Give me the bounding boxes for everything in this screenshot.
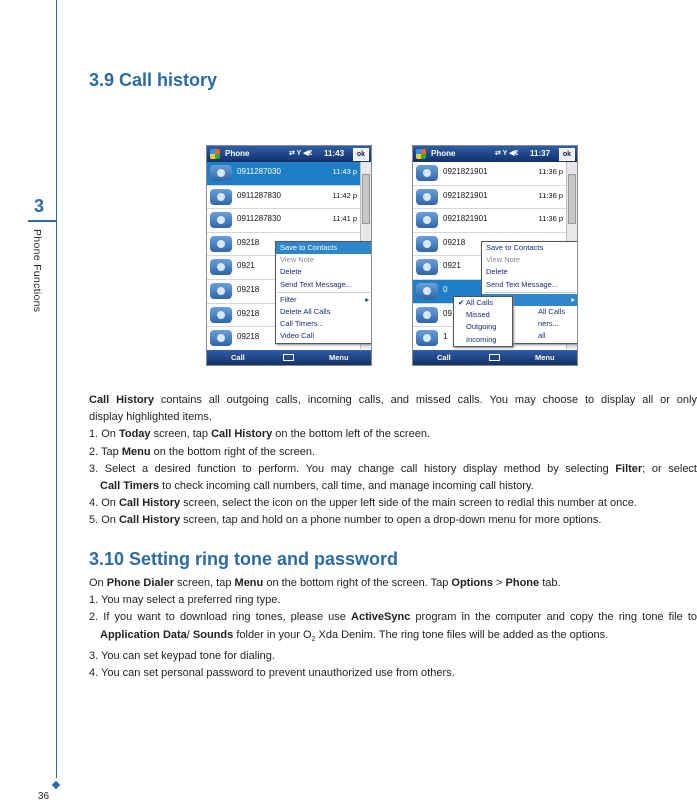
text: on the bottom left of the screen. — [272, 428, 430, 441]
text: screen, tap and hold on a phone number to open a drop-down menu for more options. — [180, 514, 602, 527]
menu-item[interactable] — [454, 321, 512, 333]
section2-body — [89, 575, 697, 682]
softkey-bar — [207, 350, 371, 365]
subscript: 2 — [311, 635, 316, 643]
clock: 11:43 — [324, 149, 345, 158]
text: 3. Select a desired function to perform. You may change call history display method by selecting — [89, 462, 616, 475]
ok-button[interactable]: ok — [559, 148, 575, 161]
call-row[interactable] — [207, 186, 371, 210]
menu-item[interactable] — [482, 279, 578, 291]
menu-item[interactable] — [276, 294, 372, 306]
call-number: 0921821901 — [443, 214, 488, 224]
step-2 — [89, 609, 697, 626]
text: program in the computer and copy the ring tone file to — [410, 611, 697, 624]
titlebar — [413, 146, 577, 162]
windows-start-icon[interactable] — [416, 149, 426, 159]
ok-button[interactable]: ok — [353, 148, 369, 161]
menu-separator — [278, 292, 370, 293]
term: ActiveSync — [351, 611, 411, 624]
section1-body — [89, 392, 697, 530]
chapter-title: Phone Functions — [31, 229, 43, 313]
menu-item-label: Delete All Calls — [280, 306, 331, 316]
term: Application Data — [100, 628, 187, 641]
step-4 — [89, 495, 697, 512]
menu-item-label: Delete — [280, 267, 302, 277]
text: screen, tap — [150, 428, 212, 441]
call-number: 0921821901 — [443, 190, 488, 200]
app-title: Phone — [431, 149, 456, 158]
menu-item-label: View Note — [280, 255, 315, 265]
text: 2. If you want to download ring tones, please use — [89, 611, 352, 624]
screenshot-call-history-filter — [412, 145, 578, 366]
text: on the bottom right of the screen. Tap — [263, 577, 452, 589]
keyboard-icon[interactable] — [283, 354, 294, 361]
text: screen, select the icon on the upper left side of the main screen to redial this number at once. — [180, 497, 637, 510]
menu-item-label: all — [538, 331, 546, 341]
call-type-icon[interactable] — [416, 189, 438, 205]
menu-item-label: Outgoing — [466, 322, 497, 332]
menu-item-label: All Calls — [465, 298, 494, 307]
text: 5. On — [89, 514, 119, 527]
check-icon: ✔ — [458, 298, 466, 307]
status-icons: ⇄ Y ◀€ — [495, 150, 519, 157]
call-number: 09218 — [237, 332, 260, 342]
step-1 — [89, 426, 697, 443]
call-number: 09218 — [237, 237, 260, 247]
intro-line-2: display highlighted items. — [89, 411, 212, 424]
text: 4. On — [89, 497, 119, 510]
call-type-icon[interactable] — [416, 165, 438, 181]
call-time: 11:42 p — [332, 190, 357, 200]
step-3-cont — [89, 478, 697, 495]
call-row[interactable] — [207, 162, 371, 186]
call-softkey[interactable]: Call — [437, 353, 451, 362]
term-call-history: Call History — [89, 394, 154, 406]
menu-item-label: Video Call — [280, 331, 315, 341]
term: Call History — [118, 497, 181, 510]
call-number: 09218 — [443, 237, 466, 247]
call-type-icon[interactable] — [210, 212, 232, 228]
term: Filter — [615, 462, 643, 475]
intro-line — [89, 392, 697, 409]
menu-item[interactable] — [454, 297, 512, 309]
menu-item-label: Send Text Message... — [280, 279, 352, 289]
call-number: 0911287030 — [237, 167, 281, 176]
menu-item-label: Save to Contacts — [486, 243, 544, 252]
call-softkey[interactable]: Call — [231, 353, 245, 362]
call-time: 11:41 p — [332, 214, 357, 224]
text: folder in your O — [233, 628, 312, 641]
step-5 — [89, 512, 697, 529]
menu-item[interactable] — [276, 306, 372, 318]
chapter-number: 3 — [34, 196, 45, 216]
step-1: 1. You may select a preferred ring type. — [89, 594, 281, 607]
text: on the bottom right of the screen. — [150, 445, 316, 458]
term: Phone Dialer — [106, 577, 174, 589]
call-type-icon[interactable] — [210, 165, 232, 181]
call-number: 0921 — [443, 261, 461, 271]
text: 1. On — [89, 428, 119, 441]
call-number: 0911287830 — [237, 214, 281, 224]
text: contains all outgoing calls, incoming calls, and missed calls. You may choose to display all or only — [153, 394, 697, 406]
text: 2. Tap — [89, 445, 122, 458]
sidebar-rule — [56, 0, 57, 778]
menu-item[interactable] — [276, 254, 372, 266]
call-type-icon[interactable] — [416, 259, 438, 275]
menu-item-label: Filter — [280, 294, 297, 304]
call-number: 0 — [443, 284, 448, 294]
call-type-icon[interactable] — [210, 307, 232, 323]
text: to check incoming call numbers, call time, and manage incoming call history. — [159, 480, 534, 493]
term: Call History — [211, 428, 273, 441]
text: > — [492, 577, 506, 589]
call-time: 11:36 p — [538, 190, 563, 200]
page-marker-icon — [52, 781, 60, 789]
text: On — [89, 577, 107, 589]
call-number: 0921821901 — [443, 167, 488, 176]
menu-item[interactable] — [276, 279, 372, 291]
call-number: 09 — [443, 308, 452, 318]
text: tab. — [539, 577, 561, 589]
call-number: 09218 — [237, 284, 260, 294]
step-3 — [89, 461, 697, 478]
call-row[interactable] — [207, 209, 371, 233]
menu-item-label: Missed — [466, 310, 490, 320]
submenu-arrow-icon: ▸ — [571, 294, 575, 304]
menu-item[interactable] — [482, 254, 578, 266]
call-type-icon[interactable] — [416, 212, 438, 228]
term: Menu — [234, 577, 264, 589]
clock: 11:37 — [530, 149, 551, 158]
menu-item[interactable] — [276, 242, 372, 254]
page-number: 36 — [38, 791, 50, 802]
text: / — [186, 628, 193, 641]
call-type-icon[interactable] — [416, 236, 438, 252]
text: ; or select — [642, 462, 697, 475]
status-icons: ⇄ Y ◀€ — [289, 150, 313, 157]
call-time: 11:43 p — [332, 167, 357, 176]
step-3: 3. You can set keypad tone for dialing. — [89, 650, 275, 662]
call-number: 09218 — [237, 308, 260, 318]
menu-item-label: Delete — [486, 267, 508, 277]
menu-item[interactable] — [454, 309, 512, 321]
menu-item-label: All Calls — [538, 306, 566, 316]
scroll-thumb[interactable] — [362, 174, 370, 224]
menu-item[interactable] — [276, 330, 372, 342]
menu-item-label: Incoming — [466, 334, 497, 344]
text: Xda Denim. The ring tone files will be added as the options. — [315, 628, 609, 641]
call-type-icon[interactable] — [210, 189, 232, 205]
softkey-bar — [413, 350, 577, 365]
menu-item[interactable] — [276, 318, 372, 330]
term: Today — [118, 428, 151, 441]
step-2 — [89, 444, 697, 461]
context-menu — [275, 241, 372, 344]
menu-softkey[interactable]: Menu — [535, 353, 555, 362]
term: Call Timers — [100, 480, 160, 493]
keyboard-icon[interactable] — [489, 354, 500, 361]
call-number: 1 — [443, 332, 448, 342]
text: screen, tap — [173, 577, 235, 589]
call-time: 11:36 p — [538, 167, 563, 176]
menu-item-label: View Note — [486, 255, 521, 265]
call-row[interactable] — [413, 209, 577, 233]
menu-item-label: Save to Contacts — [280, 243, 338, 252]
chapter-tick — [28, 220, 57, 222]
step-2-cont — [89, 627, 697, 648]
call-row[interactable] — [413, 162, 577, 186]
call-number: 0911287830 — [237, 190, 281, 200]
call-time: 11:36 p — [538, 214, 563, 224]
term: Menu — [121, 445, 151, 458]
menu-item[interactable] — [482, 242, 578, 254]
app-title: Phone — [225, 149, 250, 158]
menu-item[interactable] — [276, 266, 372, 278]
submenu-arrow-icon: ▸ — [365, 294, 369, 304]
term: Call History — [118, 514, 181, 527]
menu-item-label: Call Timers... — [280, 319, 324, 329]
call-number: 0921 — [237, 261, 255, 271]
scroll-thumb[interactable] — [568, 174, 576, 224]
menu-softkey[interactable]: Menu — [329, 353, 349, 362]
menu-separator — [484, 292, 576, 293]
call-type-icon[interactable] — [416, 330, 438, 346]
menu-item[interactable] — [454, 334, 512, 346]
call-type-icon[interactable] — [416, 283, 438, 299]
call-type-icon[interactable] — [416, 307, 438, 323]
screenshot-call-history-menu — [206, 145, 372, 366]
windows-start-icon[interactable] — [210, 149, 220, 159]
menu-item-label: Send Text Message... — [486, 279, 558, 289]
term: Options — [451, 577, 493, 589]
call-type-icon[interactable] — [210, 283, 232, 299]
call-type-icon[interactable] — [210, 236, 232, 252]
intro-line — [89, 575, 697, 592]
menu-item-label: ners... — [538, 319, 559, 329]
section-heading-ring-tone: 3.10 Setting ring tone and password — [89, 549, 399, 569]
term: Sounds — [192, 628, 234, 641]
filter-submenu — [453, 296, 513, 347]
call-type-icon[interactable] — [210, 259, 232, 275]
call-row[interactable] — [413, 186, 577, 210]
step-4: 4. You can set personal password to prevent unauthorized use from others. — [89, 667, 455, 680]
menu-item[interactable] — [482, 266, 578, 278]
call-type-icon[interactable] — [210, 330, 232, 346]
section-heading-call-history: 3.9 Call history — [89, 70, 218, 90]
titlebar — [207, 146, 371, 162]
term: Phone — [505, 577, 540, 589]
